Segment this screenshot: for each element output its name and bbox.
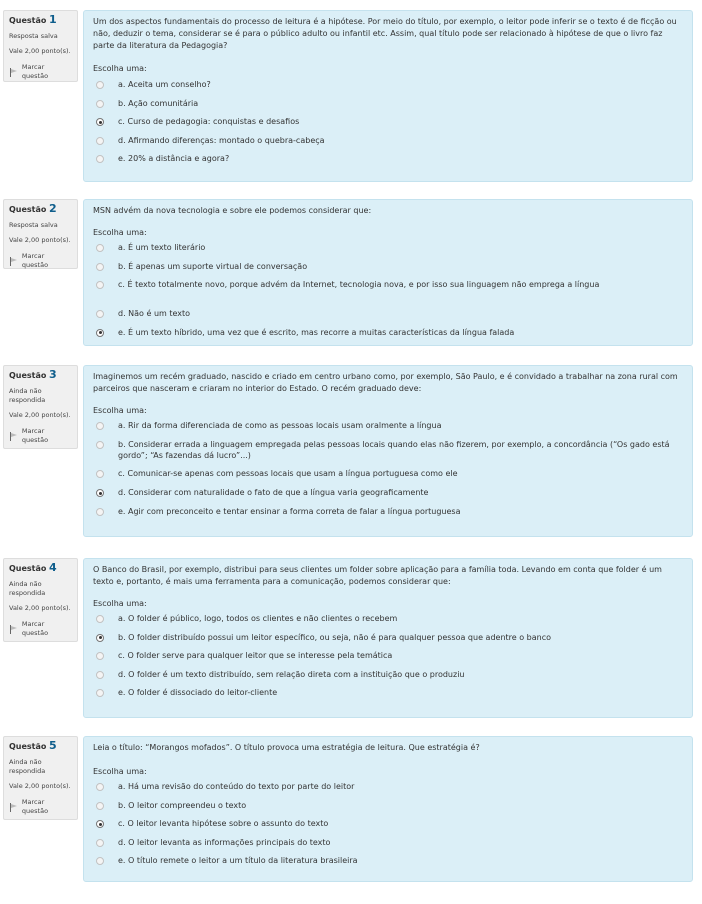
answer-option[interactable] [93,153,683,172]
radio-button[interactable] [96,310,104,318]
question-number: Questão 5 [9,739,57,752]
choose-one-prompt: Escolha uma: [93,599,147,608]
answer-option-label: d. Considerar com naturalidade o fato de que a língua varia geograficamente [118,488,429,497]
answer-option-label: e. 20% a distância e agora? [118,154,230,163]
answer-option-label: d. O leitor levanta as informações principais do texto [118,837,331,847]
answer-option-label: a. Aceita um conselho? [118,80,211,89]
question-state: Ainda não respondida [9,387,46,404]
question-grade: Vale 2,00 ponto(s). [9,604,71,612]
answer-option-label: c. Comunicar-se apenas com pessoas locais que usam a língua portuguesa como ele [118,469,458,478]
question-text: Imaginemos um recém graduado, nascido e criado em centro urbano como, por exemplo, São Paulo, e é convidado a trabalhar na zona rural com parceiros que nasceram e criaram no interior do Estado. O recém graduado deve: [93,372,678,393]
answer-option[interactable] [93,613,683,632]
answer-option-label: b. É apenas um suporte virtual de conversação [118,261,308,271]
radio-button[interactable] [96,470,104,478]
radio-button[interactable] [96,263,104,271]
answer-option-label: b. O folder distribuído possui um leitor específico, ou seja, não é para qualquer pessoa que adentre o banco [118,632,552,642]
radio-button[interactable] [96,155,104,163]
question-info [3,558,78,642]
question-info [3,199,78,269]
question-grade: Vale 2,00 ponto(s). [9,47,71,55]
answer-option[interactable] [93,468,683,487]
radio-button[interactable] [96,137,104,145]
question-text: MSN advém da nova tecnologia e sobre ele podemos considerar que: [93,206,372,215]
answer-option[interactable] [93,632,683,651]
flag-icon [9,803,18,812]
flag-question-button[interactable]: Marcar questão [9,798,72,816]
question-content [83,365,693,537]
question-grade: Vale 2,00 ponto(s). [9,782,71,790]
radio-button[interactable] [96,839,104,847]
flag-icon [9,625,18,634]
answer-options [93,781,683,874]
question-state: Ainda não respondida [9,758,46,775]
radio-button[interactable] [96,329,104,337]
answer-option[interactable] [93,327,683,346]
radio-button[interactable] [96,508,104,516]
radio-button[interactable] [96,820,104,828]
radio-button[interactable] [96,118,104,126]
answer-option[interactable] [93,116,683,135]
radio-button[interactable] [96,802,104,810]
radio-button[interactable] [96,441,104,449]
question-number: Questão 1 [9,13,57,26]
answer-options [93,420,683,525]
question-text: Leia o título: “Morangos mofados”. O título provoca uma estratégia de leitura. Que estratégia é? [93,743,480,752]
flag-icon [9,432,18,441]
flag-question-button[interactable]: Marcar questão [9,427,72,445]
answer-option-label: c. O leitor levanta hipótese sobre o assunto do texto [118,819,329,828]
question-content [83,10,693,182]
question-number: Questão 4 [9,561,57,574]
radio-button[interactable] [96,652,104,660]
answer-option-label: c. Curso de pedagogia: conquistas e desafios [118,117,300,126]
question-number: Questão 2 [9,202,57,215]
answer-option[interactable] [93,279,683,308]
answer-option[interactable] [93,261,683,280]
question-state: Resposta salva [9,32,58,40]
question-text: Um dos aspectos fundamentais do processo de leitura é a hipótese. Por meio do título, por exemplo, o leitor pode inferir se o texto é de ficção ou não, deduzir o tema, considerar se é para o público adulto ou infantil etc. Assim, qual título pode ser relacionado à hipótese de que o livro faz parte da literatura da Pedagogia? [93,17,677,50]
flag-question-button[interactable]: Marcar questão [9,63,72,81]
answer-option-label: e. Agir com preconceito e tentar ensinar a forma correta de falar a língua portuguesa [118,507,461,516]
answer-option[interactable] [93,650,683,669]
answer-option-label: d. O folder é um texto distribuído, sem relação direta com a instituição que o produziu [118,669,465,679]
flag-icon [9,68,18,77]
question-grade: Vale 2,00 ponto(s). [9,411,71,419]
flag-question-button[interactable]: Marcar questão [9,620,72,638]
radio-button[interactable] [96,615,104,623]
question-info [3,736,78,820]
choose-one-prompt: Escolha uma: [93,228,147,237]
question-state: Ainda não respondida [9,580,46,597]
answer-option[interactable] [93,135,683,154]
question-info [3,365,78,449]
answer-option[interactable] [93,687,683,706]
answer-options [93,242,683,345]
answer-option[interactable] [93,506,683,525]
answer-option-label: e. É um texto híbrido, uma vez que é escrito, mas recorre a muitas características da língua falada [118,327,515,337]
question-info [3,10,78,82]
answer-option-label: d. Não é um texto [118,309,191,318]
answer-option[interactable] [93,855,683,874]
answer-option[interactable] [93,800,683,819]
answer-option[interactable] [93,818,683,837]
answer-option-label: c. É texto totalmente novo, porque advém da Internet, tecnologia nova, e por isso sua linguagem não emprega a língua [118,280,600,289]
answer-option[interactable] [93,98,683,117]
answer-option-label: c. O folder serve para qualquer leitor que se interesse pela temática [118,651,393,660]
choose-one-prompt: Escolha uma: [93,767,147,776]
flag-icon [9,257,18,266]
answer-option-label: a. O folder é público, logo, todos os clientes e não clientes o recebem [118,614,398,623]
answer-option-label: a. É um texto literário [118,243,206,252]
answer-option[interactable] [93,439,683,468]
radio-button[interactable] [96,281,104,289]
answer-option[interactable] [93,242,683,261]
answer-option[interactable] [93,837,683,856]
answer-option[interactable] [93,420,683,439]
answer-option-label: b. Ação comunitária [118,98,199,108]
radio-button[interactable] [96,857,104,865]
radio-button[interactable] [96,783,104,791]
answer-option[interactable] [93,79,683,98]
answer-option[interactable] [93,308,683,327]
answer-option[interactable] [93,781,683,800]
radio-button[interactable] [96,634,104,642]
answer-options [93,613,683,706]
radio-button[interactable] [96,244,104,252]
flag-question-button[interactable]: Marcar questão [9,252,72,270]
radio-button[interactable] [96,489,104,497]
answer-option-label: e. O título remete o leitor a um título da literatura brasileira [118,856,358,865]
answer-option-label: e. O folder é dissociado do leitor-cliente [118,688,278,697]
radio-button[interactable] [96,422,104,430]
answer-option[interactable] [93,669,683,688]
question-number: Questão 3 [9,368,57,381]
answer-option-label: b. Considerar errada a linguagem empregada pelas pessoas locais quando elas não fizerem, por exemplo, a concordância (“Os gado está gordo”; “As fazendas dá lucro”...) [118,440,670,460]
question-state: Resposta salva [9,221,58,229]
radio-button[interactable] [96,100,104,108]
choose-one-prompt: Escolha uma: [93,64,147,73]
question-text: O Banco do Brasil, por exemplo, distribui para seus clientes um folder sobre aplicação para a família toda. Levando em conta que folder é um texto e, portanto, é mais uma ferramenta para a comunicação, podemos considerar que: [93,565,662,586]
choose-one-prompt: Escolha uma: [93,406,147,415]
radio-button[interactable] [96,671,104,679]
answer-option-label: d. Afirmando diferenças: montado o quebra-cabeça [118,135,325,145]
answer-option-label: a. Rir da forma diferenciada de como as pessoas locais usam oralmente a língua [118,421,442,430]
radio-button[interactable] [96,689,104,697]
question-content [83,736,693,882]
question-grade: Vale 2,00 ponto(s). [9,236,71,244]
radio-button[interactable] [96,81,104,89]
answer-option[interactable] [93,487,683,506]
question-content [83,199,693,346]
answer-options [93,79,683,172]
answer-option-label: a. Há uma revisão do conteúdo do texto por parte do leitor [118,782,355,791]
answer-option-label: b. O leitor compreendeu o texto [118,800,247,810]
question-content [83,558,693,718]
